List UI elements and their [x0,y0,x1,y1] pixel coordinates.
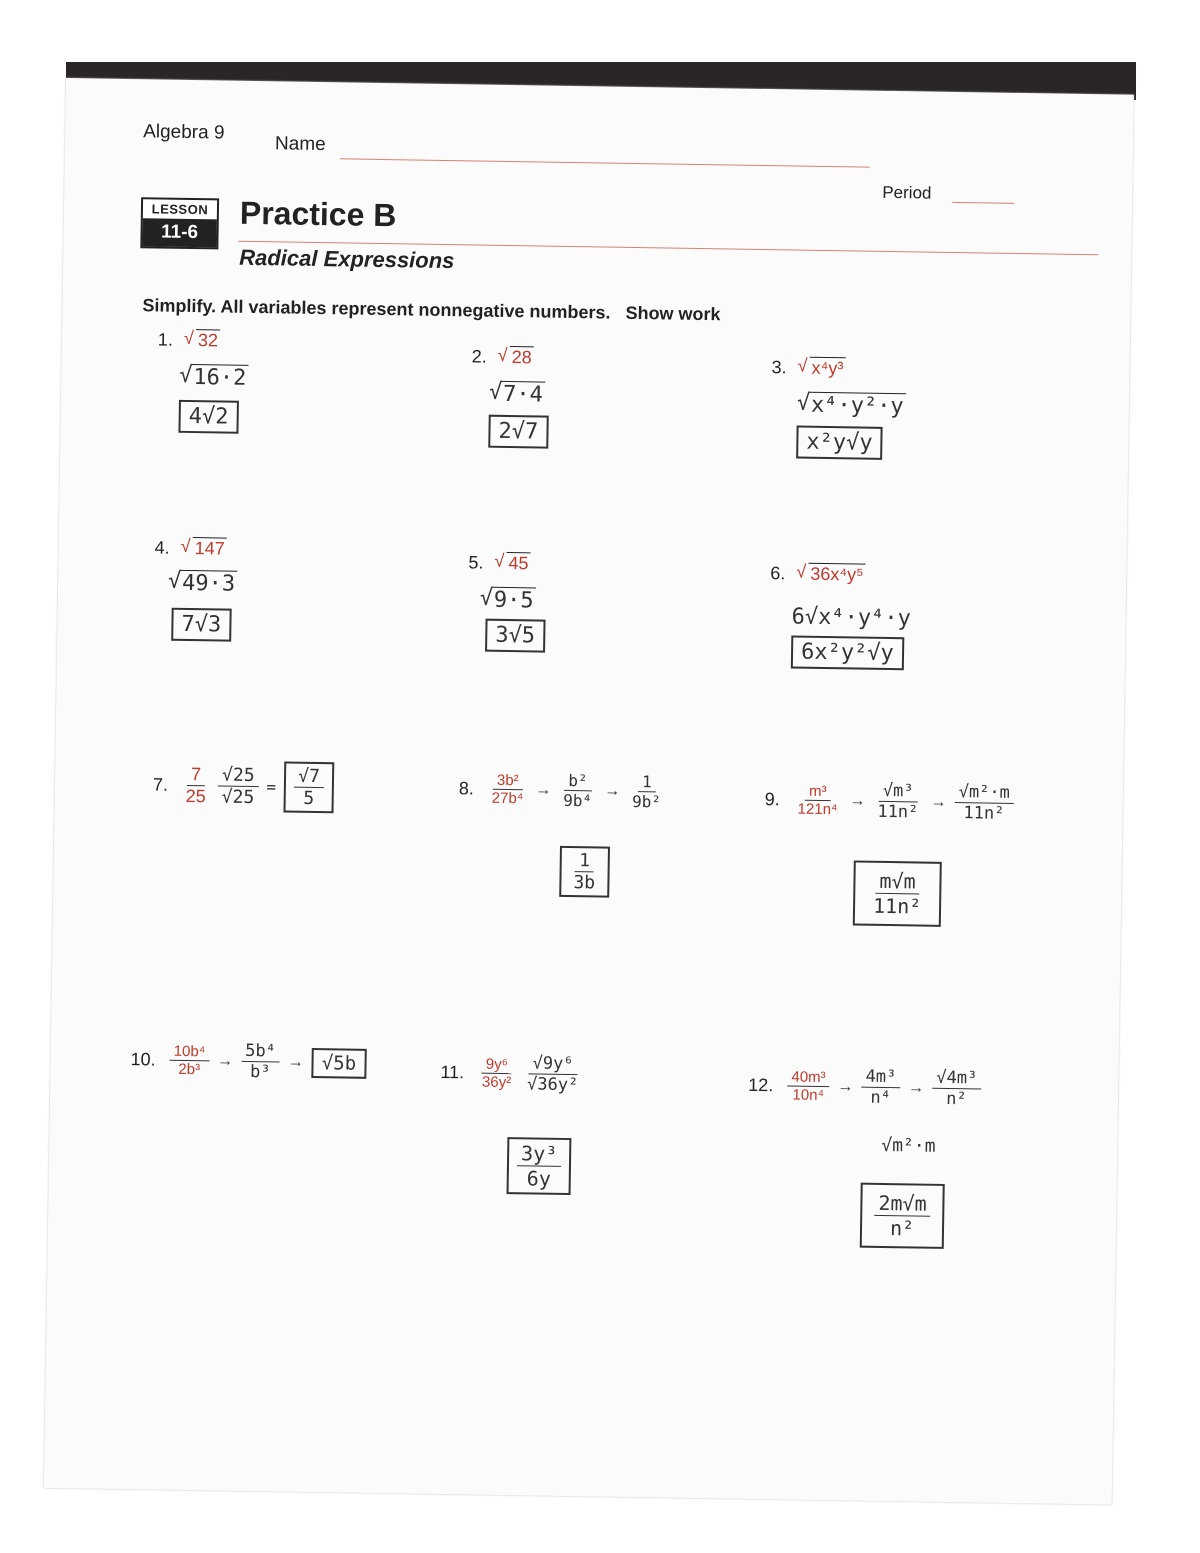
work-numerator: 5b⁴ [241,1041,280,1063]
problem-5 [467,552,546,652]
expr-numerator: 40m³ [787,1068,829,1087]
expr-numerator: 7 [187,764,205,786]
problem-11 [440,1052,583,1095]
problem-12 [748,1065,982,1110]
expr-numerator: 10b⁴ [170,1043,210,1062]
problem-expression: 28 [510,346,534,367]
problem-number: 1. [157,329,174,350]
arrow-icon: → [849,791,866,810]
answer-denominator: 3b [573,872,596,894]
problem-6 [769,563,912,670]
answer-denominator: 11n² [872,893,922,919]
problem-work: 6√x⁴·y⁴·y [791,604,912,632]
problem-answer: √5b [312,1047,367,1078]
arrow-icon: → [604,782,621,800]
expr-numerator: 9y⁶ [482,1056,512,1074]
problem-number: 8. [458,778,475,799]
arrow-icon: → [216,1051,234,1070]
problem-10 [130,1039,366,1084]
problem-number: 10. [130,1049,156,1070]
work-numerator: 1 [638,772,656,792]
problem-answer: 3√5 [485,619,545,653]
work-numerator: √25 [218,764,259,787]
problem-expression: 147 [193,537,227,559]
instructions [142,295,720,325]
answer-denominator: n² [889,1216,915,1241]
answer-numerator: 1 [575,850,594,872]
problem-answer: 7√3 [171,608,231,642]
instructions-text: Simplify. All variables represent nonnegative numbers. [142,295,611,323]
problem-4 [153,537,238,641]
work-numerator: 4m³ [861,1067,900,1089]
problem-number: 3. [771,357,787,378]
work-denominator: b³ [249,1062,271,1083]
work-denominator: n⁴ [870,1087,892,1109]
problem-number: 2. [471,346,487,367]
problem-2 [470,346,549,448]
problem-answer: 4√2 [178,400,238,434]
problem-number: 12. [748,1074,774,1096]
work-denominator: 9b² [631,791,662,812]
lesson-label: LESSON [151,201,209,218]
problem-number: 6. [770,563,786,584]
problem-number: 5. [468,552,484,573]
work-denominator: 9b⁴ [563,790,593,811]
work-numerator: √m²·m [955,782,1015,804]
name-line [340,158,870,167]
problem-1 [156,329,249,433]
problem-work: 49·3 [180,570,237,597]
problem-work: x⁴·y²·y [809,392,906,420]
instructions-extra: Show work [625,302,721,325]
period-label: Period [882,182,932,203]
answer-denominator: 6y [526,1166,552,1191]
work-numerator: √9y⁶ [528,1053,577,1075]
work-numerator: √m³ [879,781,918,803]
problem-9 [764,779,1014,824]
work-denominator: √25 [221,786,255,809]
worksheet-page [44,78,1134,1505]
expr-denominator: 27b⁴ [491,789,524,808]
lesson-badge [140,197,219,249]
problem-number: 9. [764,789,780,810]
problem-answer: 2√7 [488,415,548,449]
lesson-number: 11-6 [142,218,216,247]
work-denominator: n² [946,1088,967,1110]
problem-8-answer [559,846,609,898]
arrow-icon: → [837,1077,854,1095]
answer-numerator: m√m [875,869,920,895]
expr-denominator: 36y² [481,1073,512,1092]
problem-8 [459,769,666,811]
page-subtitle: Radical Expressions [239,244,455,274]
subject-label: Algebra 9 [143,121,225,144]
name-label: Name [274,133,326,156]
work-numerator: b² [564,771,592,791]
answer-numerator: 3y³ [517,1141,562,1167]
problem-answer: 6x²y²√y [791,635,904,670]
problem-work: 9·5 [492,587,536,614]
problem-answer: x²y√y [796,426,883,460]
arrow-icon: → [287,1053,304,1071]
problem-number: 11. [440,1062,465,1083]
expr-denominator: 25 [185,785,206,807]
answer-numerator: √7 [294,766,324,788]
problem-number: 7. [152,774,169,795]
problem-3 [770,357,906,460]
period-line [952,202,1014,204]
problem-7: 7. $\frac{7}{25}$ $\frac{√25}{√25}$ = $\frac{√7}{5}$ [153,759,335,813]
expr-denominator: 2b³ [178,1060,201,1079]
page-title: Practice B [239,194,397,234]
arrow-icon: → [930,793,947,811]
work-denominator: 11n² [877,801,919,823]
problem-expression: 45 [506,552,530,573]
expr-denominator: 121n⁴ [797,800,838,819]
problem-12-answer [860,1183,945,1249]
arrow-icon: → [535,780,552,799]
arrow-icon: → [908,1078,925,1097]
problem-number: 4. [154,537,170,558]
problem-9-answer [853,860,942,926]
problem-expression: 36x⁴y⁵ [808,563,866,585]
answer-denominator: 5 [303,787,315,809]
problem-expression: x⁴y³ [809,357,845,379]
problem-work: 16·2 [191,364,248,391]
problem-11-answer [507,1137,572,1195]
expr-numerator: 3b² [493,772,523,790]
problem-work: 7·4 [501,381,545,408]
work-denominator: √36y² [526,1074,579,1096]
problem-expression: 32 [196,329,220,350]
answer-numerator: 2m√m [874,1191,931,1217]
work-denominator: 11n² [963,803,1005,824]
expr-numerator: m³ [805,783,831,801]
problem-12-work: √m²·m [881,1134,936,1157]
expr-denominator: 10n⁴ [792,1086,825,1105]
work-numerator: √4m³ [932,1068,981,1090]
